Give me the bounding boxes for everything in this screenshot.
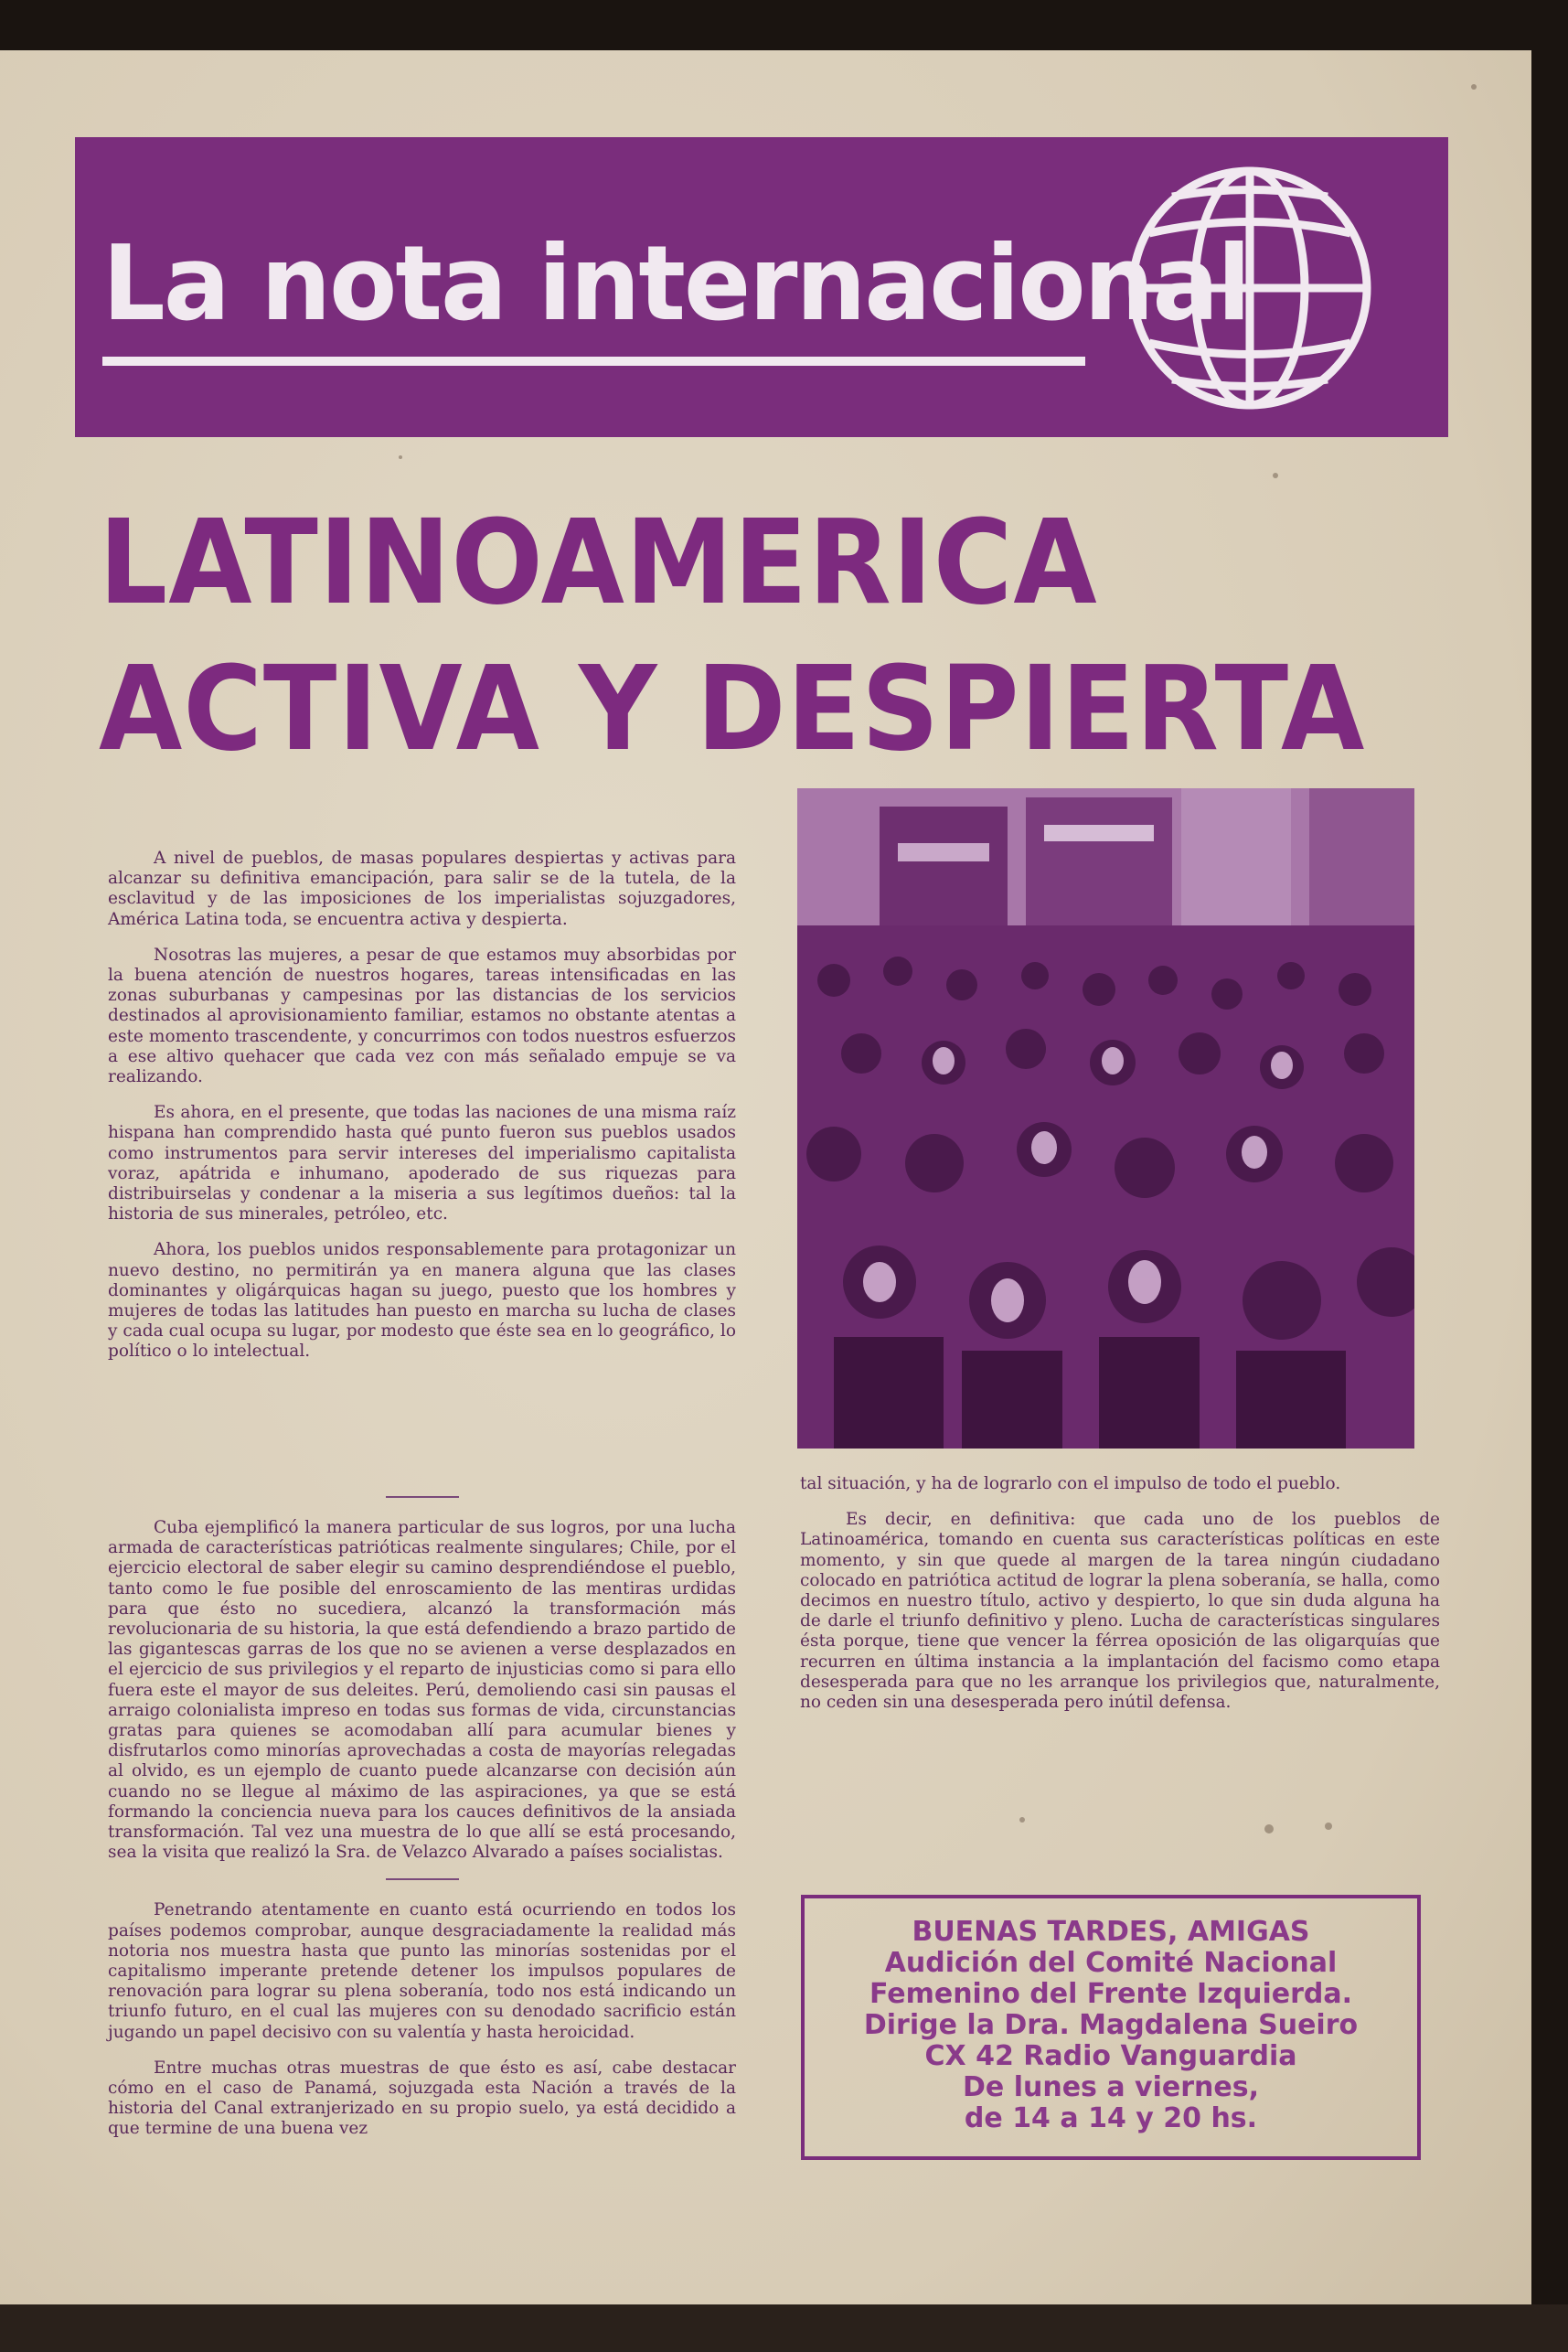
article-paragraph: Nosotras las mujeres, a pesar de que estamos muy absorbidas por la buena atención de nuestros hogares, tareas intensificadas en las zonas suburbanas y campesinas por las distancias de los servicios destinados al aprovisionamiento familiar, estamos no obstante atentas a este momento trascendente, y concurrimos con todos nuestros esfuerzos a ese altivo quehacer que cada vez con más señalado empuje se va realizando.: [108, 945, 736, 1087]
ad-line: de 14 a 14 y 20 hs.: [964, 2102, 1258, 2134]
section-separator: [386, 1878, 459, 1880]
article-paragraph: Cuba ejemplificó la manera particular de sus logros, por una lucha armada de características patrióticas realmente singulares; Chile, por el ejercicio electoral de saber elegir su camino desprendiéndose el pueblo, tanto como le fue posible del enroscamiento de las mentiras urdidas para que ésto no sucediera, alcanzó la transformación más revolucionaria de su historia, la que está defendiendo a brazo partido de las gigantescas garras de los que no se avienen a verse desplazados en el ejercicio de sus privilegios y el reparto de injusticias como si para ello fuera este el mayor de sus deleites. Perú, demoliendo casi sin pausas el arraigo colonialista impreso en todas sus formas de vida, circunstancias gratas para quienes se acomodaban allí para acumular bienes y disfrutarlos como minorías aprovechadas a costa de mayorías relegadas al olvido, es un ejemplo de cuanto puede alcanzarse con decisión aún cuando no se llegue al máximo de las aspiraciones, ya que se está formando la conciencia nueva para los cauces definitivos de la ansiada transformación. Tal vez una muestra de lo que allí se está procesando, sea la visita que realizó la Sra. de Velazco Alvarado a países socialistas.: [108, 1518, 736, 1863]
section-separator: [386, 1496, 459, 1498]
article-paragraph: Ahora, los pueblos unidos responsablemente para protagonizar un nuevo destino, no permitirán ya en manera alguna que las clases dominantes y oligárquicas hagan su juego, puesto que los hombres y mujeres de todas las latitudes han puesto en marcha su lucha de clases y cada cual ocupa su lugar, por modesto que éste sea en lo geográfico, lo político o lo intelectual.: [108, 1240, 736, 1362]
headline-line-2: ACTIVA Y DESPIERTA: [99, 640, 1366, 777]
article-paragraph: A nivel de pueblos, de masas populares despiertas y activas para alcanzar su definitiva emancipación, para salir se de la tutela, de la esclavitud y de las imposiciones de los imperialistas sojuzgadores, América Latina toda, se encuentra activa y despierta.: [108, 849, 736, 929]
article-paragraph: Es ahora, en el presente, que todas las naciones de una misma raíz hispana han comprendido hasta qué punto fueron sus pueblos usados como instrumentos para servir intereses del imperialismo capitalista voraz, apátrida e inhumano, apoderado de sus riquezas para distribuirselas y condenar a la miseria a sus legítimos dueños: tal la historia de sus minerales, petróleo, etc.: [108, 1103, 736, 1224]
globe-icon: [1117, 155, 1382, 421]
article-column-left-bottom: [108, 1483, 736, 2155]
radio-ad-box: [801, 1895, 1421, 2160]
article-column-left-top: [108, 849, 736, 1378]
ad-line: Dirige la Dra. Magdalena Sueiro: [863, 2009, 1359, 2041]
scan-edge: [0, 2304, 1568, 2352]
ad-line: BUENAS TARDES, AMIGAS: [912, 1916, 1310, 1948]
article-column-right: [800, 1474, 1440, 1728]
ad-line: CX 42 Radio Vanguardia: [924, 2040, 1297, 2072]
article-paragraph: tal situación, y ha de lograrlo con el impulso de todo el pueblo.: [800, 1474, 1341, 1493]
section-title-underline: [102, 357, 1085, 366]
ad-line: Audición del Comité Nacional: [884, 1947, 1338, 1979]
ad-line: De lunes a viernes,: [963, 2071, 1259, 2103]
article-paragraph: Entre muchas otras muestras de que ésto es así, cabe destacar cómo en el caso de Panamá, sojuzgada esta Nación a través de la historia del Canal extranjerizado en su propio suelo, ya está decidido a que termine de una buena vez: [108, 2058, 736, 2139]
article-paragraph: Penetrando atentamente en cuanto está ocurriendo en todos los países podemos comprobar, aunque desgraciadamente la realidad más notoria nos muestra hasta que punto las minorías sostenidas por el capitalismo imperante pretende detener los impulsos populares de renovación para lograr su plena soberanía, todo nos está indicando un triunfo futuro, en el cual las mujeres con su denodado sacrificio están jugando un papel decisivo con su valentía y hasta heroicidad.: [108, 1900, 736, 2042]
ad-line: Femenino del Frente Izquierda.: [869, 1978, 1353, 2010]
headline-line-1: LATINOAMERICA: [99, 494, 1098, 631]
article-paragraph: Es decir, en definitiva: que cada uno de los pueblos de Latinoamérica, tomando en cuenta sus características políticas en este momento, y sin que quede al margen de la tarea ningún ciudadano colocado en patriótica actitud de lograr la plena soberanía, se halla, como decimos en nuestro título, activo y despierto, lo que sin duda alguna ha de darle el triunfo definitivo y pleno. Lucha de características singulares ésta porque, tiene que vencer la férrea oposición de las oligarquías que recurren en última instancia a la implantación del facismo como etapa desesperada para que no les arranque los privilegios que, naturalmente, no ceden sin una desesperada pero inútil defensa.: [800, 1510, 1440, 1713]
section-title: La nota internacional: [102, 224, 1250, 345]
crowd-photo: [797, 788, 1414, 1449]
